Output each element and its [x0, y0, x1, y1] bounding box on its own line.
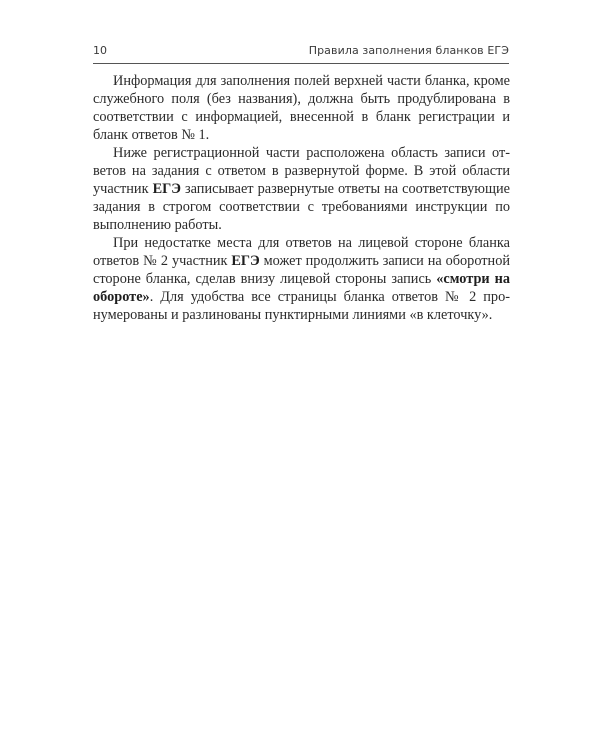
- paragraph-2-text-c: записывает развернутые ответы на соответствующие задания в строгом соответствии с требованиями инструкции по выполнению работы.: [93, 181, 510, 233]
- header-divider: [93, 63, 509, 64]
- running-header: [93, 42, 509, 60]
- paragraph-2-text-a: Ниже регистрационной части расположена область записи ответов на задания с ответом в развернутой форме. В этой области участник: [93, 145, 510, 197]
- paragraph-3-bold-see-reverse: «смотри на обороте»: [93, 271, 510, 305]
- paragraph-3-text-e: . Для удобства все страницы бланка ответов № 2 пронумерованы и разлинованы пунктирными линиями «в клеточку».: [93, 289, 510, 323]
- body-text: [93, 72, 510, 324]
- paragraph-1: Информация для заполнения полей верхней части бланка, кроме служебного поля (без названия), должна быть продублирована в соответствии с информацией, внесенной в бланк регистрации и бланк ответов № 1.: [93, 73, 510, 143]
- paragraph-3-bold-ege: ЕГЭ: [231, 253, 260, 269]
- page-number: 10: [93, 44, 107, 57]
- paragraph-3-text-a: При недостатке места для ответов на лицевой стороне бланка ответов № 2 участник: [93, 235, 510, 269]
- running-title: Правила заполнения бланков ЕГЭ: [308, 44, 509, 57]
- paragraph-2: [93, 144, 510, 234]
- paragraph-3: [93, 234, 510, 324]
- paragraph-3-text-c: может продолжить записи на оборотной стороне бланка, сделав внизу лицевой стороны запись: [93, 253, 510, 287]
- paragraph-2-bold-ege: ЕГЭ: [152, 181, 181, 197]
